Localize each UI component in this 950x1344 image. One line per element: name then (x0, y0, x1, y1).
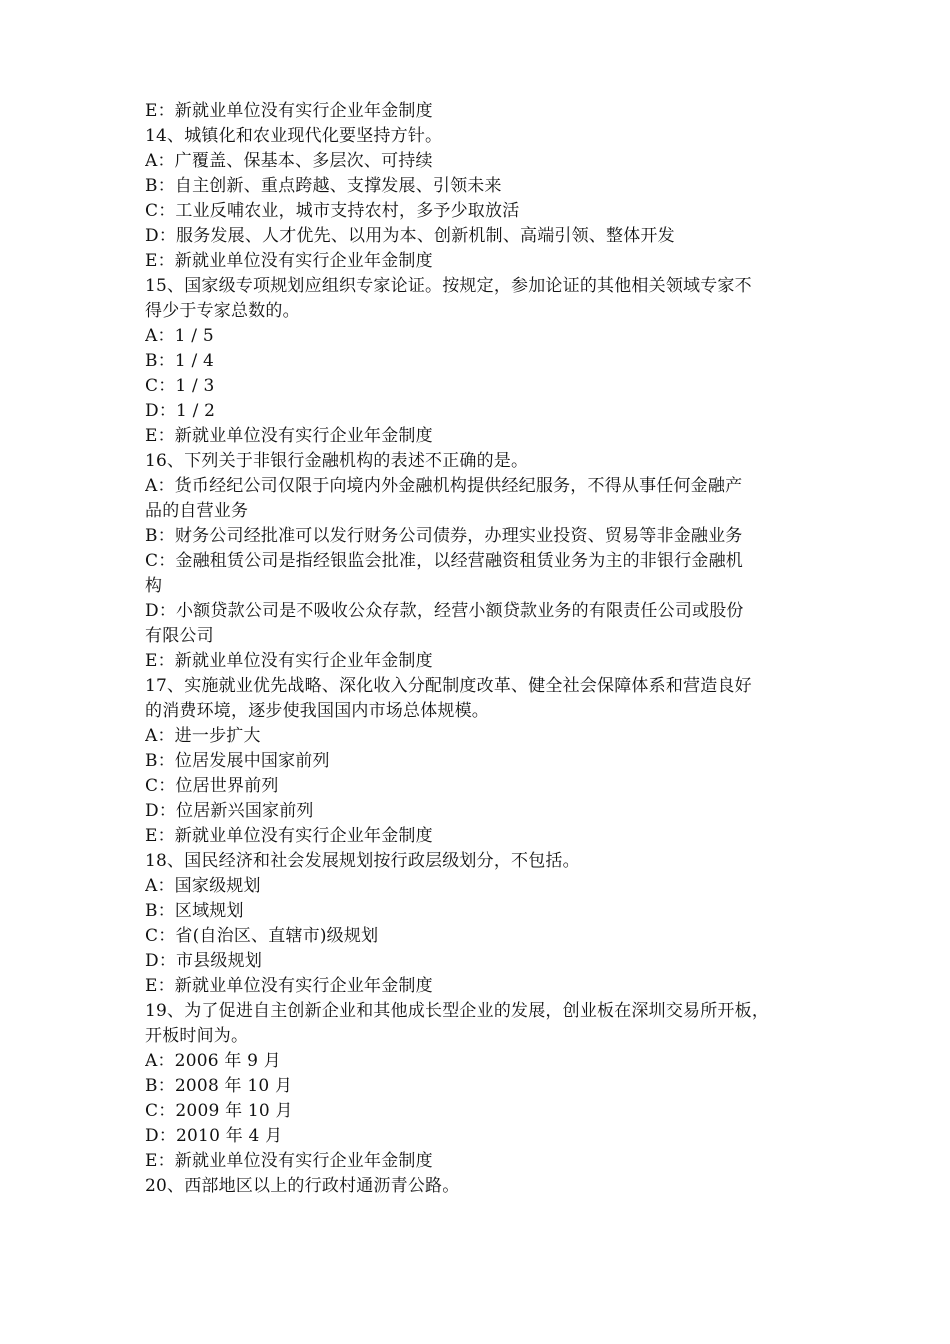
option-b-line: B：财务公司经批准可以发行财务公司债券，办理实业投资、贸易等非金融业务 (145, 526, 743, 546)
question-16: 16、下列关于非银行金融机构的表述不正确的是。 (145, 451, 529, 471)
option-b-line: B：1 / 4 (145, 351, 215, 371)
option-e-line: E：新就业单位没有实行企业年金制度 (145, 651, 433, 671)
option-b-line: B：位居发展中国家前列 (145, 751, 330, 771)
option-c-line: C：金融租赁公司是指经银监会批准，以经营融资租赁业务为主的非银行金融机 (145, 551, 744, 571)
option-d-line: D：位居新兴国家前列 (145, 801, 314, 821)
option-d-line: D：1 / 2 (145, 401, 216, 421)
option-a-line: A：1 / 5 (145, 326, 214, 346)
question-18: 18、国民经济和社会发展规划按行政层级划分，不包括。 (145, 851, 580, 871)
question-20: 20、西部地区以上的行政村通沥青公路。 (145, 1176, 460, 1196)
option-d-continued: 有限公司 (145, 626, 214, 646)
question-17: 17、实施就业优先战略、深化收入分配制度改革、健全社会保障体系和营造良好 (145, 676, 752, 696)
option-a-continued: 品的自营业务 (145, 501, 249, 521)
option-c-line: C：位居世界前列 (145, 776, 279, 796)
option-a-line: A：进一步扩大 (145, 726, 261, 746)
option-e-line: E：新就业单位没有实行企业年金制度 (145, 976, 433, 996)
option-d-line: D：小额贷款公司是不吸收公众存款，经营小额贷款业务的有限责任公司或股份 (145, 601, 744, 621)
option-e-line: E：新就业单位没有实行企业年金制度 (145, 426, 433, 446)
option-b-line: B：自主创新、重点跨越、支撑发展、引领未来 (145, 176, 502, 196)
question-15: 15、国家级专项规划应组织专家论证。按规定，参加论证的其他相关领域专家不 (145, 276, 752, 296)
option-a-line: A：货币经纪公司仅限于向境内外金融机构提供经纪服务，不得从事任何金融产 (145, 476, 743, 496)
option-b-line: B：区域规划 (145, 901, 244, 921)
option-d-line: D：2010 年 4 月 (145, 1126, 283, 1146)
option-c-line: C：省(自治区、直辖市)级规划 (145, 926, 379, 946)
question-15-continued: 得少于专家总数的。 (145, 301, 300, 321)
option-a-line: A：国家级规划 (145, 876, 261, 896)
question-19: 19、为了促进自主创新企业和其他成长型企业的发展，创业板在深圳交易所开板， (145, 1001, 770, 1021)
question-14: 14、城镇化和农业现代化要坚持方针。 (145, 126, 443, 146)
option-d-line: D：市县级规划 (145, 951, 263, 971)
option-e-line: E：新就业单位没有实行企业年金制度 (145, 251, 433, 271)
question-17-continued: 的消费环境，逐步使我国国内市场总体规模。 (145, 701, 489, 721)
option-c-line: C：1 / 3 (145, 376, 215, 396)
option-d-line: D：服务发展、人才优先、以用为本、创新机制、高端引领、整体开发 (145, 226, 675, 246)
option-e-line: E：新就业单位没有实行企业年金制度 (145, 1151, 433, 1171)
option-a-line: A：广覆盖、保基本、多层次、可持续 (145, 151, 433, 171)
option-a-line: A：2006 年 9 月 (145, 1051, 281, 1071)
option-e-line: E：新就业单位没有实行企业年金制度 (145, 826, 433, 846)
document-body (145, 99, 810, 1199)
option-c-continued: 构 (145, 576, 163, 596)
option-c-line: C：2009 年 10 月 (145, 1101, 293, 1121)
option-c-line: C：工业反哺农业，城市支持农村，多予少取放活 (145, 201, 520, 221)
option-b-line: B：2008 年 10 月 (145, 1076, 293, 1096)
question-19-continued: 开板时间为。 (145, 1026, 249, 1046)
option-e-line: E：新就业单位没有实行企业年金制度 (145, 101, 433, 121)
